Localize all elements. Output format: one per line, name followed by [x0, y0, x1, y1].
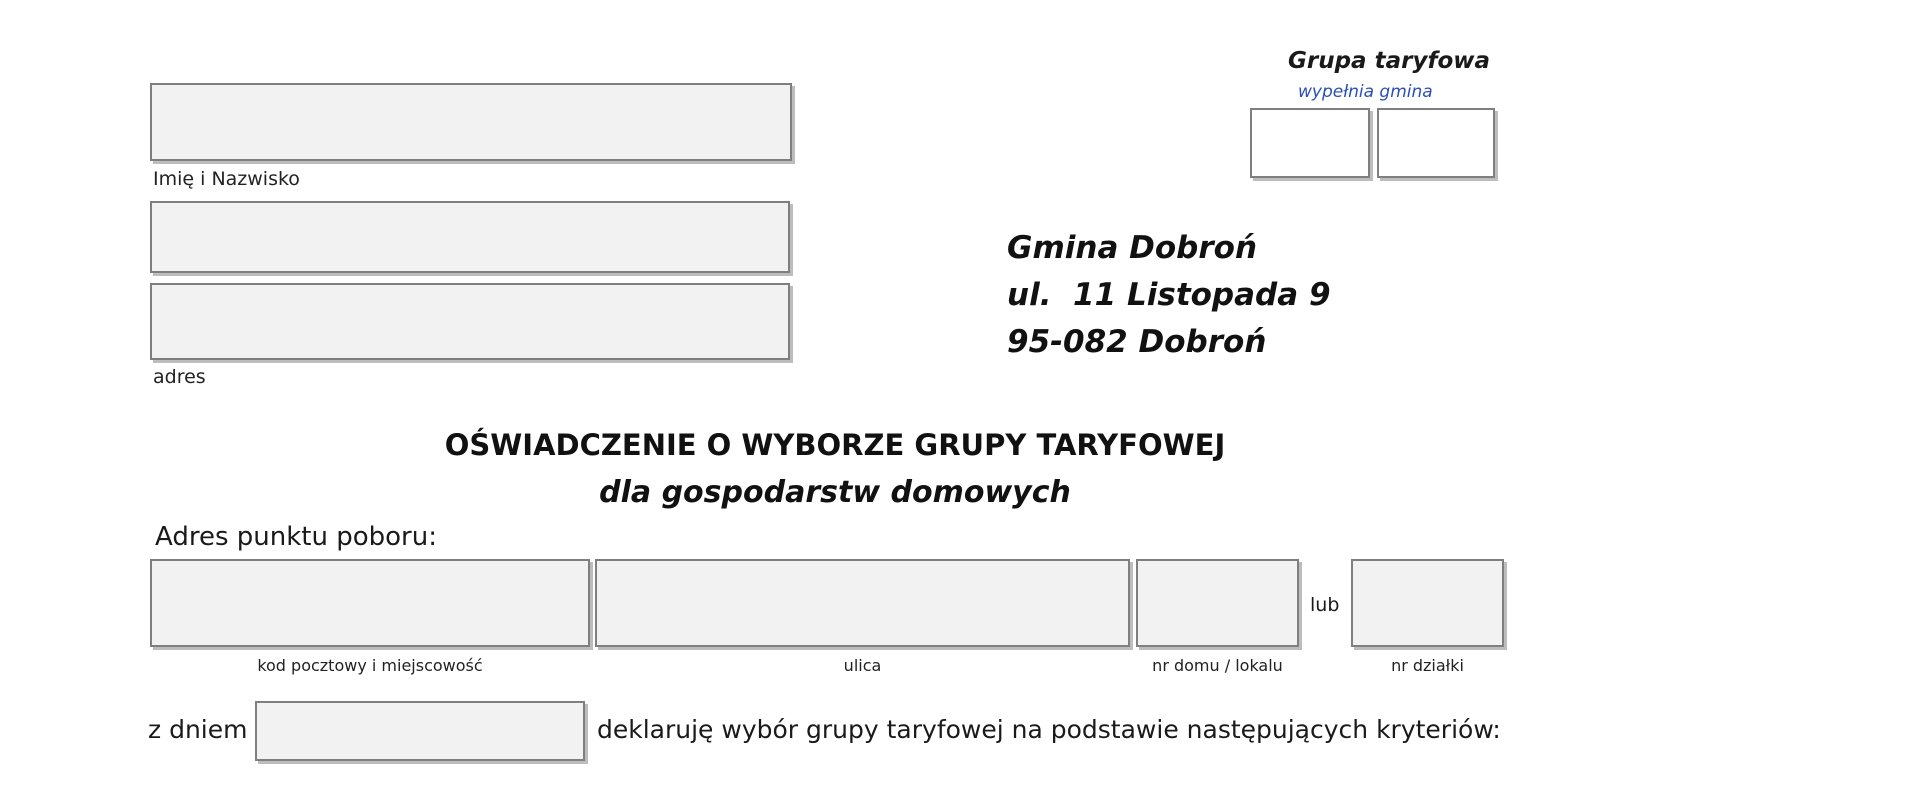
address-label: adres: [153, 366, 206, 388]
street-label: ulica: [843, 656, 882, 675]
full-name-label: Imię i Nazwisko: [153, 168, 300, 190]
address-field-line1[interactable]: [150, 201, 790, 273]
tariff-group-note: wypełnia gmina: [1298, 82, 1433, 102]
tariff-group-field-1[interactable]: [1250, 108, 1370, 178]
postal-city-label: kod pocztowy i miejscowość: [257, 656, 483, 675]
house-number-field[interactable]: [1136, 559, 1299, 647]
plot-number-label: nr działki: [1391, 656, 1464, 675]
document-title: OŚWIADCZENIE O WYBORZE GRUPY TARYFOWEJ: [444, 428, 1226, 462]
or-text: lub: [1310, 594, 1340, 616]
document-subtitle: dla gospodarstw domowych: [599, 475, 1071, 510]
date-prefix: z dniem: [148, 715, 248, 744]
effective-date-field[interactable]: [255, 701, 585, 761]
full-name-field[interactable]: [150, 83, 792, 161]
collection-point-heading: Adres punktu poboru:: [155, 522, 437, 552]
recipient-line-1: Gmina Dobroń: [1007, 230, 1258, 266]
declaration-text: deklaruję wybór grupy taryfowej na podstawie następujących kryteriów:: [597, 715, 1501, 744]
plot-number-field[interactable]: [1351, 559, 1504, 647]
postal-city-field[interactable]: [150, 559, 590, 647]
tariff-group-field-2[interactable]: [1377, 108, 1495, 178]
tariff-group-title: Grupa taryfowa: [1288, 48, 1491, 74]
house-number-label: nr domu / lokalu: [1152, 656, 1283, 675]
address-field-line2[interactable]: [150, 283, 790, 360]
recipient-line-2: ul. 11 Listopada 9: [1007, 277, 1331, 313]
street-field[interactable]: [595, 559, 1130, 647]
recipient-line-3: 95-082 Dobroń: [1007, 324, 1267, 360]
recipient-address: [1007, 225, 1331, 366]
